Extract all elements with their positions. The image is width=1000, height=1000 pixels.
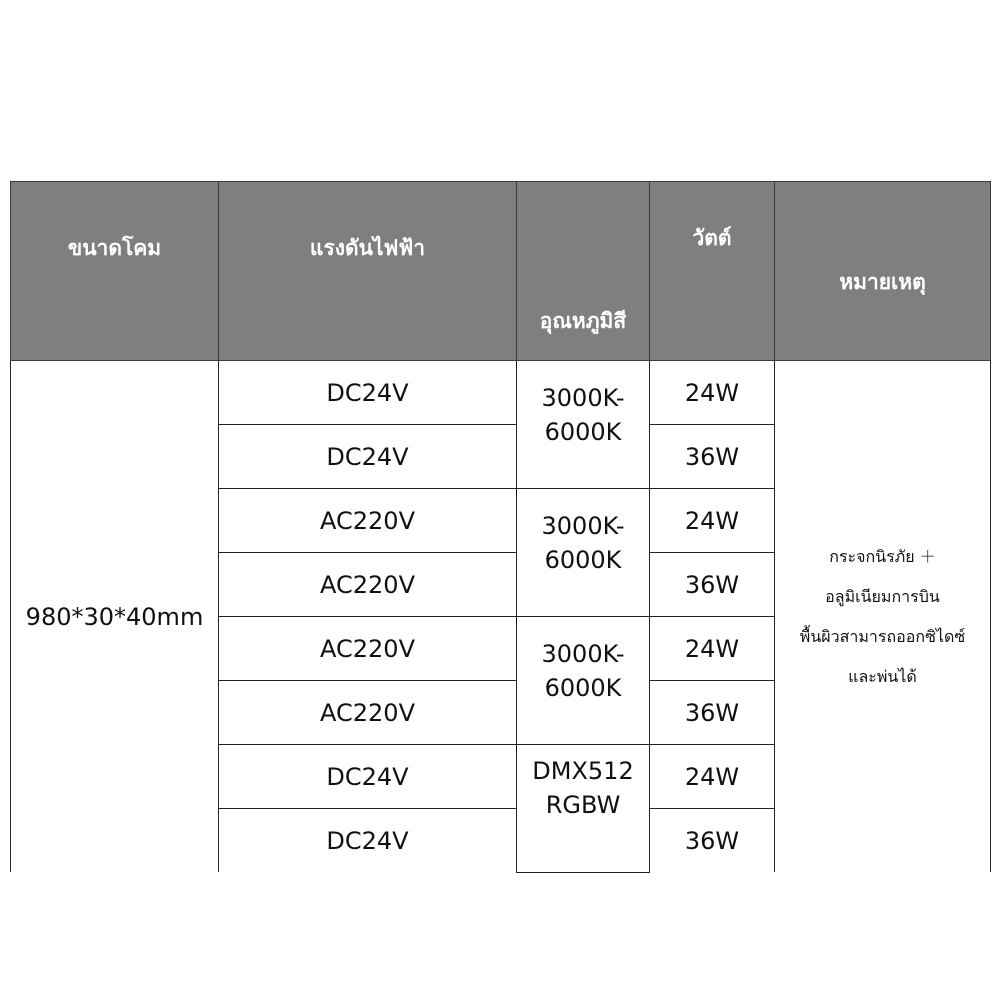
voltage-cell: AC220V (219, 681, 517, 745)
voltage-cell: DC24V (219, 425, 517, 489)
header-voltage: แรงดันไฟฟ้า (219, 182, 517, 361)
header-color-temp: อุณหภูมิสี (517, 182, 650, 361)
color-temp-line: RGBW (545, 791, 621, 820)
color-temp-line: 6000K (544, 673, 622, 702)
header-size: ขนาดโคม (11, 182, 219, 361)
note-cell (775, 361, 991, 873)
note-line: และพ่นได้ (848, 666, 917, 686)
size-value: 980*30*40mm (11, 361, 219, 873)
watt-cell: 36W (650, 553, 775, 617)
color-temp-cell (517, 745, 650, 873)
color-temp-line: 6000K (544, 417, 622, 446)
note-line: กระจกนิรภัย ＋ (829, 546, 936, 566)
color-temp-cell (517, 361, 650, 489)
voltage-cell: DC24V (219, 745, 517, 809)
watt-cell: 24W (650, 361, 775, 425)
color-temp-line: DMX512 (532, 757, 634, 786)
spec-table (10, 181, 991, 873)
watt-cell: 24W (650, 745, 775, 809)
color-temp-line: 3000K- (541, 383, 625, 412)
watt-cell: 36W (650, 425, 775, 489)
color-temp-cell (517, 489, 650, 617)
color-temp-line: 3000K- (541, 511, 625, 540)
note-line: พื้นผิวสามารถออกซิไดซ์ (799, 626, 966, 646)
watt-cell: 36W (650, 681, 775, 745)
watt-cell: 24W (650, 617, 775, 681)
voltage-cell: DC24V (219, 361, 517, 425)
color-temp-line: 6000K (544, 545, 622, 574)
table-row (11, 361, 991, 425)
voltage-cell: AC220V (219, 553, 517, 617)
voltage-cell: DC24V (219, 809, 517, 873)
header-watt: วัตต์ (650, 182, 775, 361)
note-line: อลูมิเนียมการบิน (825, 586, 940, 606)
color-temp-cell (517, 617, 650, 745)
watt-cell: 24W (650, 489, 775, 553)
header-row (11, 182, 991, 361)
voltage-cell: AC220V (219, 617, 517, 681)
header-note: หมายเหตุ (775, 182, 991, 361)
voltage-cell: AC220V (219, 489, 517, 553)
color-temp-line: 3000K- (541, 639, 625, 668)
watt-cell: 36W (650, 809, 775, 873)
